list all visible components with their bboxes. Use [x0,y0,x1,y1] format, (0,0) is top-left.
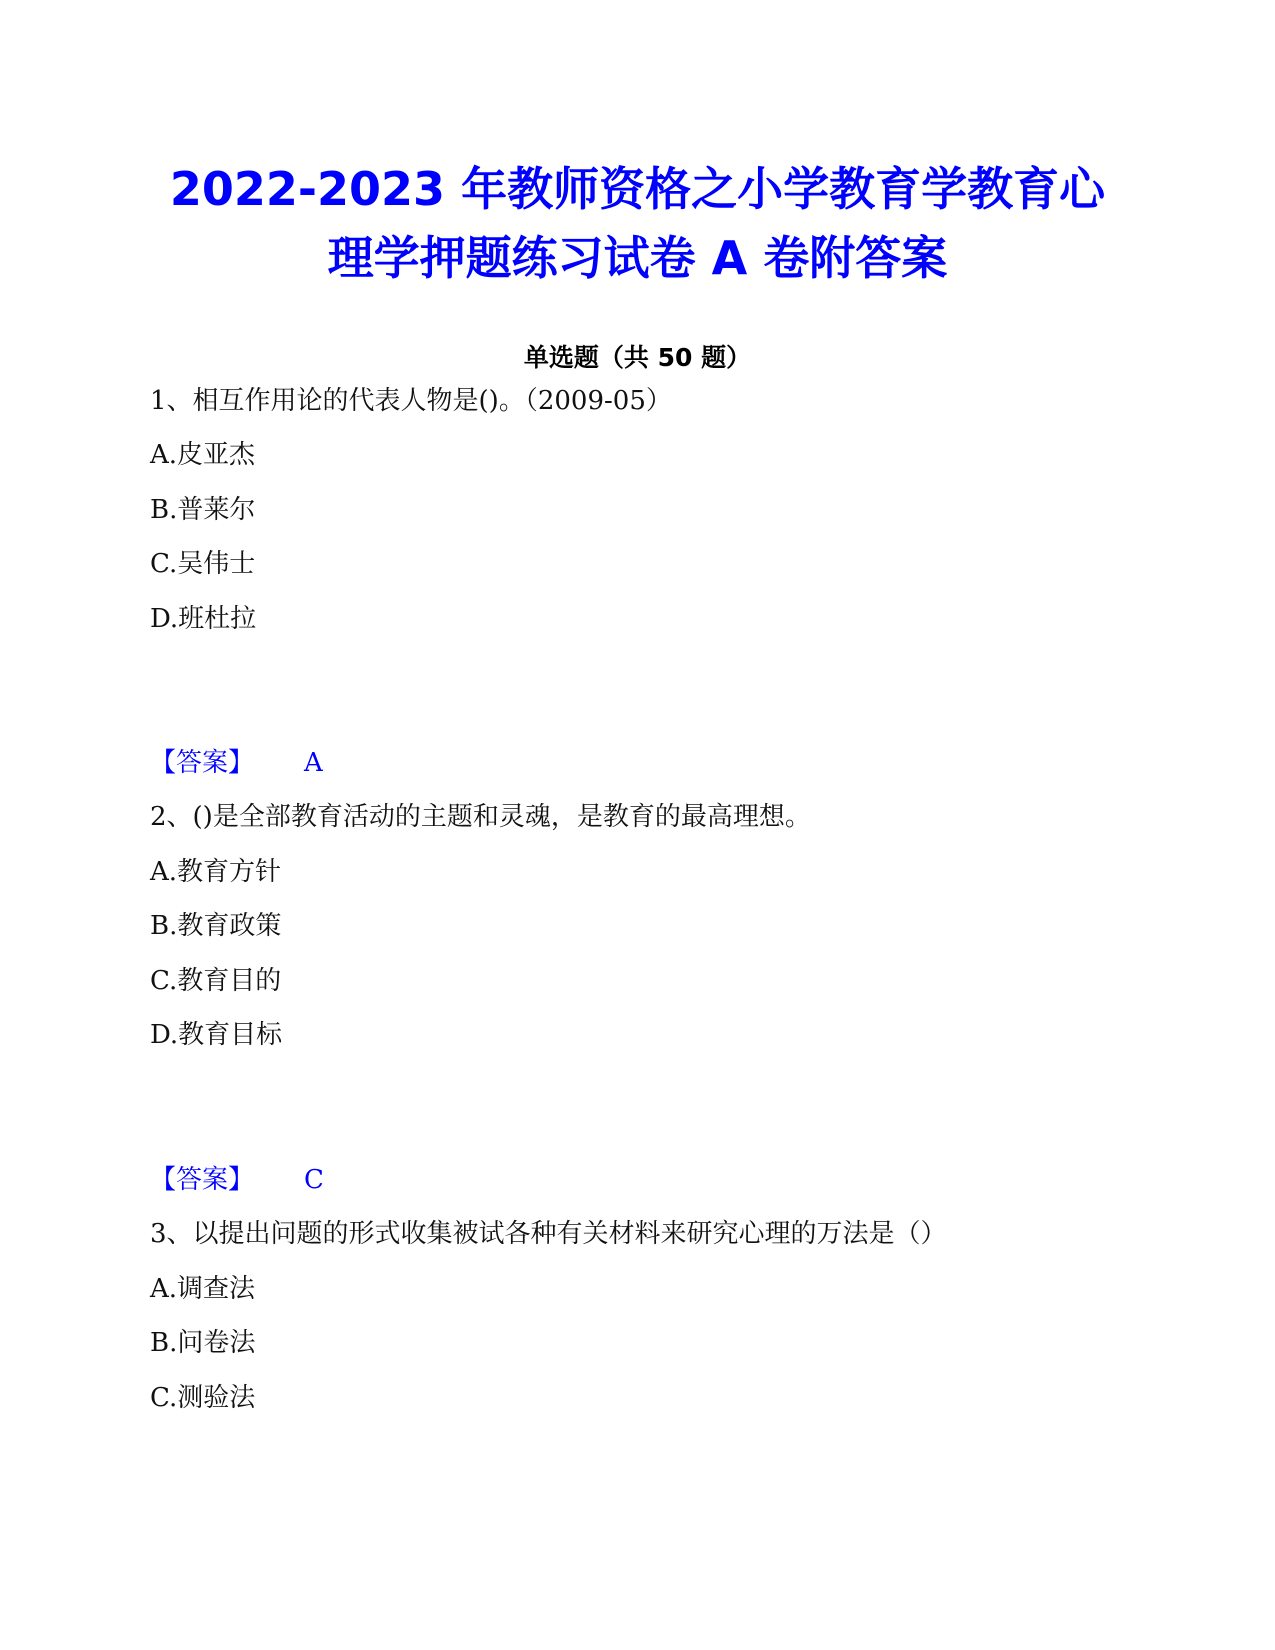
answer-value: A [304,748,323,778]
question-1-option-d: D.班杜拉 [150,604,257,634]
question-3-option-a: A.调查法 [150,1274,256,1304]
document-title-line-1: 2022-2023 年教师资格之小学教育学教育心 [169,162,1106,216]
question-1-answer [150,742,323,779]
question-1-option-c: C.吴伟士 [150,549,256,579]
question-2-answer [150,1159,324,1196]
question-2-option-a: A.教育方针 [150,857,282,887]
question-2-stem: 2、()是全部教育活动的主题和灵魂，是教育的最高理想。 [150,802,811,832]
answer-value: C [304,1165,324,1195]
question-3-option-c: C.测验法 [150,1383,256,1413]
question-2-option-b: B.教育政策 [150,911,282,941]
answer-label: 【答案】 [150,1165,255,1195]
section-heading: 单选题（共 50 题） [523,343,752,372]
question-3-stem: 3、以提出问题的形式收集被试各种有关材料来研究心理的万法是（） [150,1219,947,1249]
question-3-option-b: B.问卷法 [150,1328,256,1358]
question-2-option-c: C.教育目的 [150,966,282,996]
question-1-option-b: B.普莱尔 [150,495,256,525]
answer-label: 【答案】 [150,748,255,778]
question-2-option-d: D.教育目标 [150,1020,283,1050]
question-1-stem: 1、相互作用论的代表人物是()。（2009-05） [150,386,672,416]
document-title-line-2: 理学押题练习试卷 A 卷附答案 [327,231,948,285]
question-1-option-a: A.皮亚杰 [150,440,256,470]
